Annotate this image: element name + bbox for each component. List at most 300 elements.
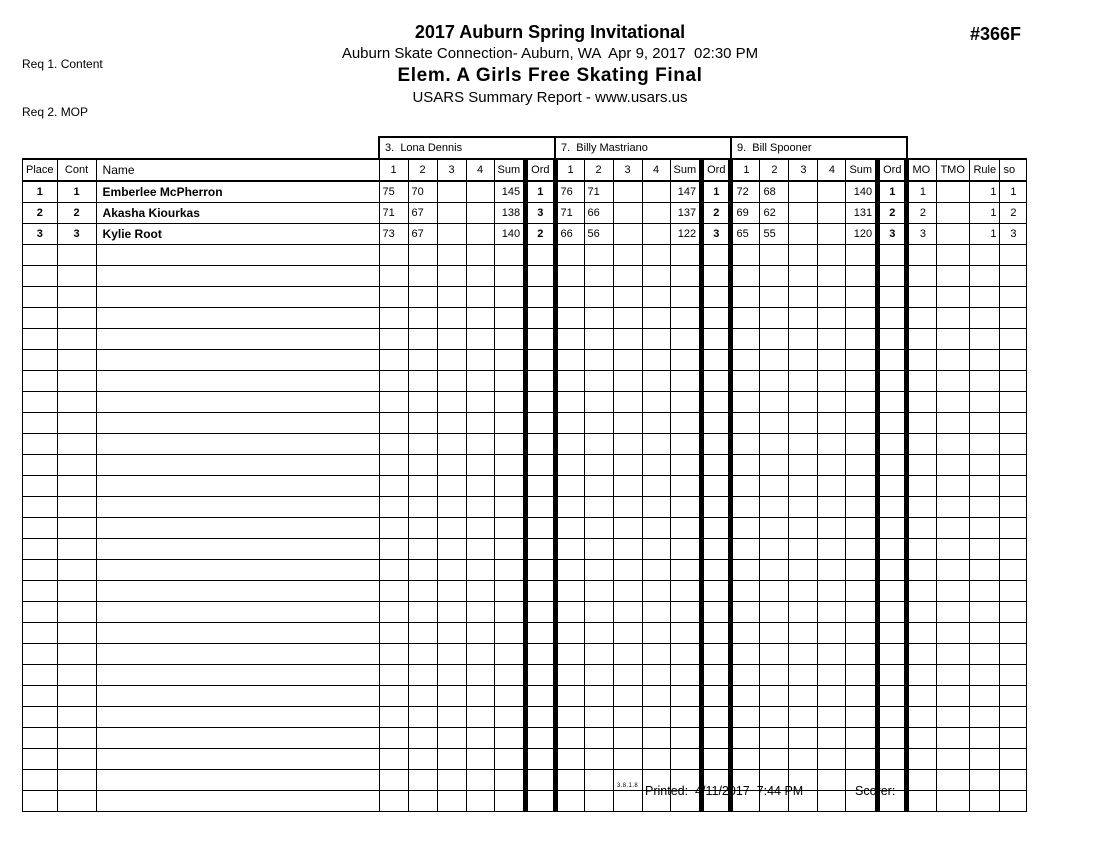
rule-cell [970,665,1000,686]
score-cell [613,329,642,350]
score-cell [818,602,846,623]
ord-cell [878,329,907,350]
ord-cell [702,329,731,350]
score-cell [760,560,789,581]
tmo-cell [937,371,970,392]
ord-cell [526,476,555,497]
sum-cell [846,644,878,665]
score-cell [584,434,613,455]
so-cell [1000,686,1027,707]
sum-cell [494,749,526,770]
score-cell [818,770,846,791]
ord-cell [878,539,907,560]
tmo-cell [937,224,970,245]
sum-cell [670,329,702,350]
sum-cell [670,371,702,392]
ord-cell [878,476,907,497]
score-cell [584,287,613,308]
score-cell [408,371,437,392]
name-cell [96,749,379,770]
mo-cell [907,329,937,350]
place-cell [23,371,58,392]
sum-cell [494,413,526,434]
score-cell [613,392,642,413]
score-cell [642,287,670,308]
score-cell [731,686,760,707]
cont-cell [57,518,96,539]
score-cell [437,455,466,476]
score-cell [760,287,789,308]
sum-cell [846,287,878,308]
cont-cell [57,350,96,371]
score-cell [613,518,642,539]
ord-cell [878,728,907,749]
score-cell [437,476,466,497]
cont-cell: 1 [57,181,96,203]
ord-cell [526,770,555,791]
score-cell [555,245,584,266]
score-cell [731,707,760,728]
report-type-line: USARS Summary Report - www.usars.us [412,89,688,106]
cont-cell [57,623,96,644]
ord-cell [702,749,731,770]
mo-cell [907,413,937,434]
sum-cell [670,287,702,308]
score-cell: 73 [379,224,408,245]
score-cell [379,539,408,560]
score-cell [408,287,437,308]
score-cell [466,266,494,287]
cont-cell [57,476,96,497]
score-cell [408,707,437,728]
cont-cell [57,560,96,581]
place-cell [23,770,58,791]
score-cell [731,350,760,371]
results-table-wrap [22,136,1027,812]
ord-cell [526,581,555,602]
name-cell [96,413,379,434]
mo-cell [907,770,937,791]
score-cell [555,371,584,392]
rule-cell [970,644,1000,665]
score-cell [789,329,818,350]
score-cell [760,455,789,476]
score-cell [584,476,613,497]
score-cell [642,560,670,581]
score-cell: 65 [731,224,760,245]
tmo-cell [937,728,970,749]
score-cell [555,665,584,686]
score-cell [613,224,642,245]
score-cell [760,518,789,539]
sum-cell [494,581,526,602]
mo-cell [907,728,937,749]
sum-cell: 145 [494,181,526,203]
so-cell [1000,707,1027,728]
score-cell [437,287,466,308]
score-cell [789,749,818,770]
score-cell [818,623,846,644]
cont-cell [57,329,96,350]
score-cell [437,707,466,728]
sum-cell [670,623,702,644]
name-cell: Kylie Root [96,224,379,245]
score-cell [555,539,584,560]
score-cell [466,455,494,476]
score-cell [731,728,760,749]
place-cell: 3 [23,224,58,245]
table-row-empty [23,665,1027,686]
score-cell [379,560,408,581]
ord-cell [702,245,731,266]
rule-cell [970,371,1000,392]
score-cell [818,518,846,539]
name-cell [96,539,379,560]
ord-cell [526,245,555,266]
col-header-judge3-ord: Ord [878,159,907,181]
tmo-cell [937,644,970,665]
ord-cell [878,707,907,728]
so-cell [1000,581,1027,602]
score-cell [379,644,408,665]
score-cell [818,455,846,476]
ord-cell [878,266,907,287]
rule-cell [970,686,1000,707]
score-cell [555,749,584,770]
score-cell [379,497,408,518]
score-cell [818,686,846,707]
score-cell: 66 [555,224,584,245]
mo-cell [907,266,937,287]
so-cell [1000,560,1027,581]
score-cell [466,371,494,392]
score-cell [731,266,760,287]
score-cell [379,476,408,497]
col-header-judge3-1: 1 [731,159,760,181]
so-cell [1000,455,1027,476]
score-cell [760,371,789,392]
score-cell [760,728,789,749]
sum-cell [670,455,702,476]
score-cell [642,181,670,203]
cont-cell [57,266,96,287]
score-cell [760,602,789,623]
sum-cell [846,728,878,749]
score-cell [613,308,642,329]
score-cell [731,497,760,518]
cont-cell [57,287,96,308]
name-cell [96,434,379,455]
so-cell [1000,476,1027,497]
score-cell [437,224,466,245]
ord-cell: 3 [526,203,555,224]
score-cell [760,581,789,602]
mo-cell: 1 [907,181,937,203]
score-cell [789,602,818,623]
score-cell [818,434,846,455]
place-cell [23,455,58,476]
cont-cell [57,371,96,392]
ord-cell: 3 [878,224,907,245]
sum-cell [846,266,878,287]
name-cell [96,497,379,518]
score-cell [437,770,466,791]
table-row-empty [23,518,1027,539]
mo-cell [907,350,937,371]
score-cell [408,581,437,602]
sum-cell [494,392,526,413]
score-cell [466,602,494,623]
score-cell [789,455,818,476]
score-cell [408,791,437,812]
rule-cell [970,413,1000,434]
mo-cell [907,392,937,413]
score-cell [760,644,789,665]
score-cell [379,770,408,791]
score-cell [408,686,437,707]
sum-cell: 147 [670,181,702,203]
ord-cell [878,413,907,434]
table-row-empty [23,623,1027,644]
so-cell [1000,518,1027,539]
ord-cell [702,350,731,371]
score-cell: 72 [731,181,760,203]
name-cell [96,287,379,308]
score-cell: 70 [408,181,437,203]
ord-cell [702,497,731,518]
score-cell [437,181,466,203]
score-cell [789,413,818,434]
score-cell [584,392,613,413]
score-cell [584,623,613,644]
score-cell [613,266,642,287]
score-cell [789,181,818,203]
sum-cell [494,329,526,350]
rule-cell [970,497,1000,518]
sum-cell [494,770,526,791]
score-cell [642,329,670,350]
so-cell [1000,371,1027,392]
scorer-label: Scorer: [855,784,896,798]
score-cell [466,665,494,686]
score-cell [437,371,466,392]
score-cell [437,791,466,812]
score-cell [818,287,846,308]
score-cell [642,665,670,686]
score-cell [731,560,760,581]
cont-cell [57,455,96,476]
mo-cell [907,560,937,581]
sum-cell [494,350,526,371]
ord-cell [878,560,907,581]
score-cell [818,224,846,245]
score-cell [437,245,466,266]
sum-cell [846,707,878,728]
ord-cell [526,644,555,665]
col-header-cont: Cont [57,159,96,181]
score-cell [789,245,818,266]
ord-cell [702,686,731,707]
ord-cell [526,665,555,686]
score-cell [379,287,408,308]
ord-cell [702,560,731,581]
tmo-cell [937,518,970,539]
score-cell [642,581,670,602]
score-cell [613,497,642,518]
score-cell [437,329,466,350]
score-cell [613,245,642,266]
cont-cell [57,686,96,707]
score-cell: 67 [408,224,437,245]
score-cell [731,371,760,392]
sum-cell: 137 [670,203,702,224]
so-cell: 1 [1000,181,1027,203]
ord-cell [526,266,555,287]
score-cell: 66 [584,203,613,224]
score-cell [466,224,494,245]
score-cell: 56 [584,224,613,245]
score-cell [408,413,437,434]
score-cell [379,455,408,476]
score-cell [584,728,613,749]
name-cell: Akasha Kiourkas [96,203,379,224]
cont-cell [57,581,96,602]
name-cell [96,581,379,602]
score-cell [379,392,408,413]
event-title: Elem. A Girls Free Skating Final [397,65,703,86]
ord-cell [878,308,907,329]
tmo-cell [937,245,970,266]
sum-cell [494,266,526,287]
mo-cell [907,686,937,707]
score-cell [789,476,818,497]
score-cell [379,245,408,266]
score-cell [555,623,584,644]
tmo-cell [937,266,970,287]
score-cell [613,371,642,392]
mo-cell: 3 [907,224,937,245]
score-cell [642,623,670,644]
tmo-cell [937,392,970,413]
cont-cell [57,539,96,560]
score-cell [731,287,760,308]
col-header-judge2-ord: Ord [702,159,731,181]
col-header-judge3-2: 2 [760,159,789,181]
score-cell [466,434,494,455]
ord-cell [702,476,731,497]
score-cell [760,539,789,560]
score-cell [642,539,670,560]
score-cell [613,413,642,434]
place-cell [23,266,58,287]
score-cell [818,707,846,728]
sum-cell [670,686,702,707]
score-cell [731,476,760,497]
score-cell [642,245,670,266]
sum-cell [670,266,702,287]
score-cell [408,392,437,413]
score-cell [760,434,789,455]
sum-cell [846,497,878,518]
score-cell [379,371,408,392]
name-cell [96,308,379,329]
score-cell [731,434,760,455]
score-cell [584,602,613,623]
tmo-cell [937,770,970,791]
ord-cell [702,266,731,287]
rule-cell [970,350,1000,371]
mo-cell [907,434,937,455]
score-cell [584,245,613,266]
score-cell: 68 [760,181,789,203]
so-cell [1000,434,1027,455]
rule-cell: 1 [970,224,1000,245]
score-cell [789,686,818,707]
score-cell [731,581,760,602]
sum-cell [846,518,878,539]
sum-cell [670,413,702,434]
score-cell [555,287,584,308]
score-cell [731,455,760,476]
col-header-mo: MO [907,159,937,181]
table-row-empty [23,308,1027,329]
score-cell [555,266,584,287]
sum-cell [494,623,526,644]
sum-cell [670,245,702,266]
col-header-judge2-sum: Sum [670,159,702,181]
printed-label: Printed: [645,784,689,798]
col-header-judge1-2: 2 [408,159,437,181]
score-cell [789,224,818,245]
score-cell [789,581,818,602]
name-cell [96,602,379,623]
score-cell [613,476,642,497]
name-cell [96,266,379,287]
score-cell [642,707,670,728]
printed-timestamp [645,784,803,798]
so-cell: 3 [1000,224,1027,245]
cont-cell [57,434,96,455]
req-line-2: Req 2. MOP [22,105,89,119]
tmo-cell [937,476,970,497]
sum-cell [494,518,526,539]
place-cell [23,413,58,434]
score-cell [613,181,642,203]
sum-cell: 138 [494,203,526,224]
score-cell [466,728,494,749]
score-cell: 67 [408,203,437,224]
mo-cell [907,644,937,665]
score-cell [760,329,789,350]
ord-cell [878,602,907,623]
score-cell [731,623,760,644]
table-row-empty [23,392,1027,413]
table-row-empty [23,413,1027,434]
sum-cell [670,560,702,581]
place-cell [23,623,58,644]
score-cell [555,686,584,707]
place-cell [23,392,58,413]
ord-cell [526,686,555,707]
tmo-cell [937,329,970,350]
mo-cell [907,371,937,392]
tmo-cell [937,686,970,707]
sum-cell [494,476,526,497]
score-cell [555,581,584,602]
score-cell [555,350,584,371]
score-cell [379,623,408,644]
score-cell [731,413,760,434]
